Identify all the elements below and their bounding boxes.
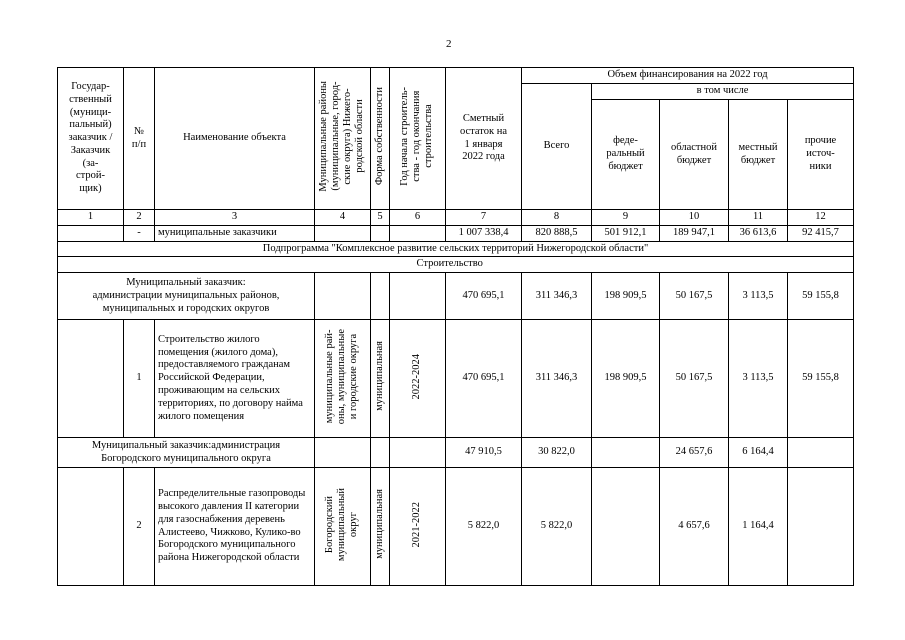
header-other: прочие источ- ники xyxy=(788,100,854,210)
object-ownership xyxy=(371,468,390,586)
header-customer: Государ- ственный (муници- пальный) заказчик / Заказчик (за- строй- щик) xyxy=(58,68,124,210)
column-number: 3 xyxy=(155,210,315,226)
summary-no: - xyxy=(124,225,155,241)
column-number: 1 xyxy=(58,210,124,226)
customer-group-row xyxy=(58,438,854,468)
section-title-text: Строительство xyxy=(416,258,483,270)
header-federal: феде- ральный бюджет xyxy=(592,100,660,210)
header-total: Всего xyxy=(522,84,592,210)
object-years-text: 2021-2022 xyxy=(411,501,423,548)
object-ownership-text: муниципальная xyxy=(374,341,385,412)
header-districts xyxy=(315,68,371,210)
header-local: местный бюджет xyxy=(729,100,788,210)
summary-name: муниципальные заказчики xyxy=(155,225,315,241)
customer-group-label: Муниципальный заказчик: администрации муниципальных районов, муниципальных и городских округов xyxy=(58,273,315,320)
summary-federal: 501 912,1 xyxy=(592,225,660,241)
header-including: в том числе xyxy=(592,84,854,100)
column-number: 2 xyxy=(124,210,155,226)
group-estimate: 470 695,1 xyxy=(446,273,522,320)
summary-estimate: 1 007 338,4 xyxy=(446,225,522,241)
summary-row xyxy=(58,225,854,241)
customer-group-label: Муниципальный заказчик:администрация Богородского муниципального округа xyxy=(58,438,315,468)
group-other: 59 155,8 xyxy=(788,273,854,320)
object-district xyxy=(315,468,371,586)
object-name: Строительство жилого помещения (жилого дома), предоставляемого гражданам Российской Федерации, проживающим на сельских территориях, по договору найма жилого помещения xyxy=(155,320,315,438)
header-years-text: Год начала строитель- ства - год окончания строительства xyxy=(399,86,435,186)
subprogram-title: Подпрограмма "Комплексное развитие сельских территорий Нижегородской области" xyxy=(58,241,854,257)
object-other: 59 155,8 xyxy=(788,320,854,438)
object-name: Распределительные газопроводы высокого давления II категории для газоснабжения деревень Алистеево, Чижково, Кулико-во Богородского муниципального района Нижегородской области xyxy=(155,468,315,586)
column-number: 11 xyxy=(729,210,788,226)
group-total: 311 346,3 xyxy=(522,273,592,320)
object-regional: 4 657,6 xyxy=(660,468,729,586)
object-row xyxy=(58,320,854,438)
summary-other: 92 415,7 xyxy=(788,225,854,241)
object-regional: 50 167,5 xyxy=(660,320,729,438)
object-district xyxy=(315,320,371,438)
object-district-text: Богородский муниципальный округ xyxy=(324,487,360,561)
summary-total: 820 888,5 xyxy=(522,225,592,241)
column-number: 4 xyxy=(315,210,371,226)
object-ownership-text: муниципальная xyxy=(374,489,385,560)
object-district-text: муниципальные рай- оны, муниципальные и городские округа xyxy=(324,328,360,424)
header-ownership xyxy=(371,68,390,210)
column-number: 6 xyxy=(390,210,446,226)
group-regional: 50 167,5 xyxy=(660,273,729,320)
header-estimate: Сметный остаток на 1 января 2022 года xyxy=(446,68,522,210)
object-years xyxy=(390,320,446,438)
header-object-name: Наименование объекта xyxy=(155,68,315,210)
customer-group-row xyxy=(58,273,854,320)
object-estimate: 470 695,1 xyxy=(446,320,522,438)
summary-regional: 189 947,1 xyxy=(660,225,729,241)
object-years xyxy=(390,468,446,586)
object-years-text: 2022-2024 xyxy=(411,353,423,400)
object-federal: 198 909,5 xyxy=(592,320,660,438)
object-row xyxy=(58,468,854,586)
column-number: 8 xyxy=(522,210,592,226)
object-local: 1 164,4 xyxy=(729,468,788,586)
object-ownership xyxy=(371,320,390,438)
object-number: 1 xyxy=(124,320,155,438)
object-local: 3 113,5 xyxy=(729,320,788,438)
object-total: 311 346,3 xyxy=(522,320,592,438)
header-ownership-text: Форма собственности xyxy=(374,87,385,186)
column-number: 9 xyxy=(592,210,660,226)
header-row-number: № п/п xyxy=(124,68,155,210)
group-estimate: 47 910,5 xyxy=(446,438,522,468)
column-number: 10 xyxy=(660,210,729,226)
section-title xyxy=(416,257,854,273)
group-total: 30 822,0 xyxy=(522,438,592,468)
group-local: 6 164,4 xyxy=(729,438,788,468)
header-districts-text: Муниципальные районы (муниципальные, город- ские округа) Нижего- родской области xyxy=(318,80,366,192)
group-federal: 198 909,5 xyxy=(592,273,660,320)
group-regional: 24 657,6 xyxy=(660,438,729,468)
page-number: 2 xyxy=(446,38,452,50)
financing-table xyxy=(57,67,854,586)
column-number: 7 xyxy=(446,210,522,226)
object-total: 5 822,0 xyxy=(522,468,592,586)
summary-local: 36 613,6 xyxy=(729,225,788,241)
object-number: 2 xyxy=(124,468,155,586)
object-estimate: 5 822,0 xyxy=(446,468,522,586)
header-regional: областной бюджет xyxy=(660,100,729,210)
column-number-row xyxy=(58,210,854,226)
column-number: 12 xyxy=(788,210,854,226)
header-funding-group: Объем финансирования на 2022 год xyxy=(522,68,854,84)
column-number: 5 xyxy=(371,210,390,226)
group-local: 3 113,5 xyxy=(729,273,788,320)
header-years xyxy=(390,68,446,210)
